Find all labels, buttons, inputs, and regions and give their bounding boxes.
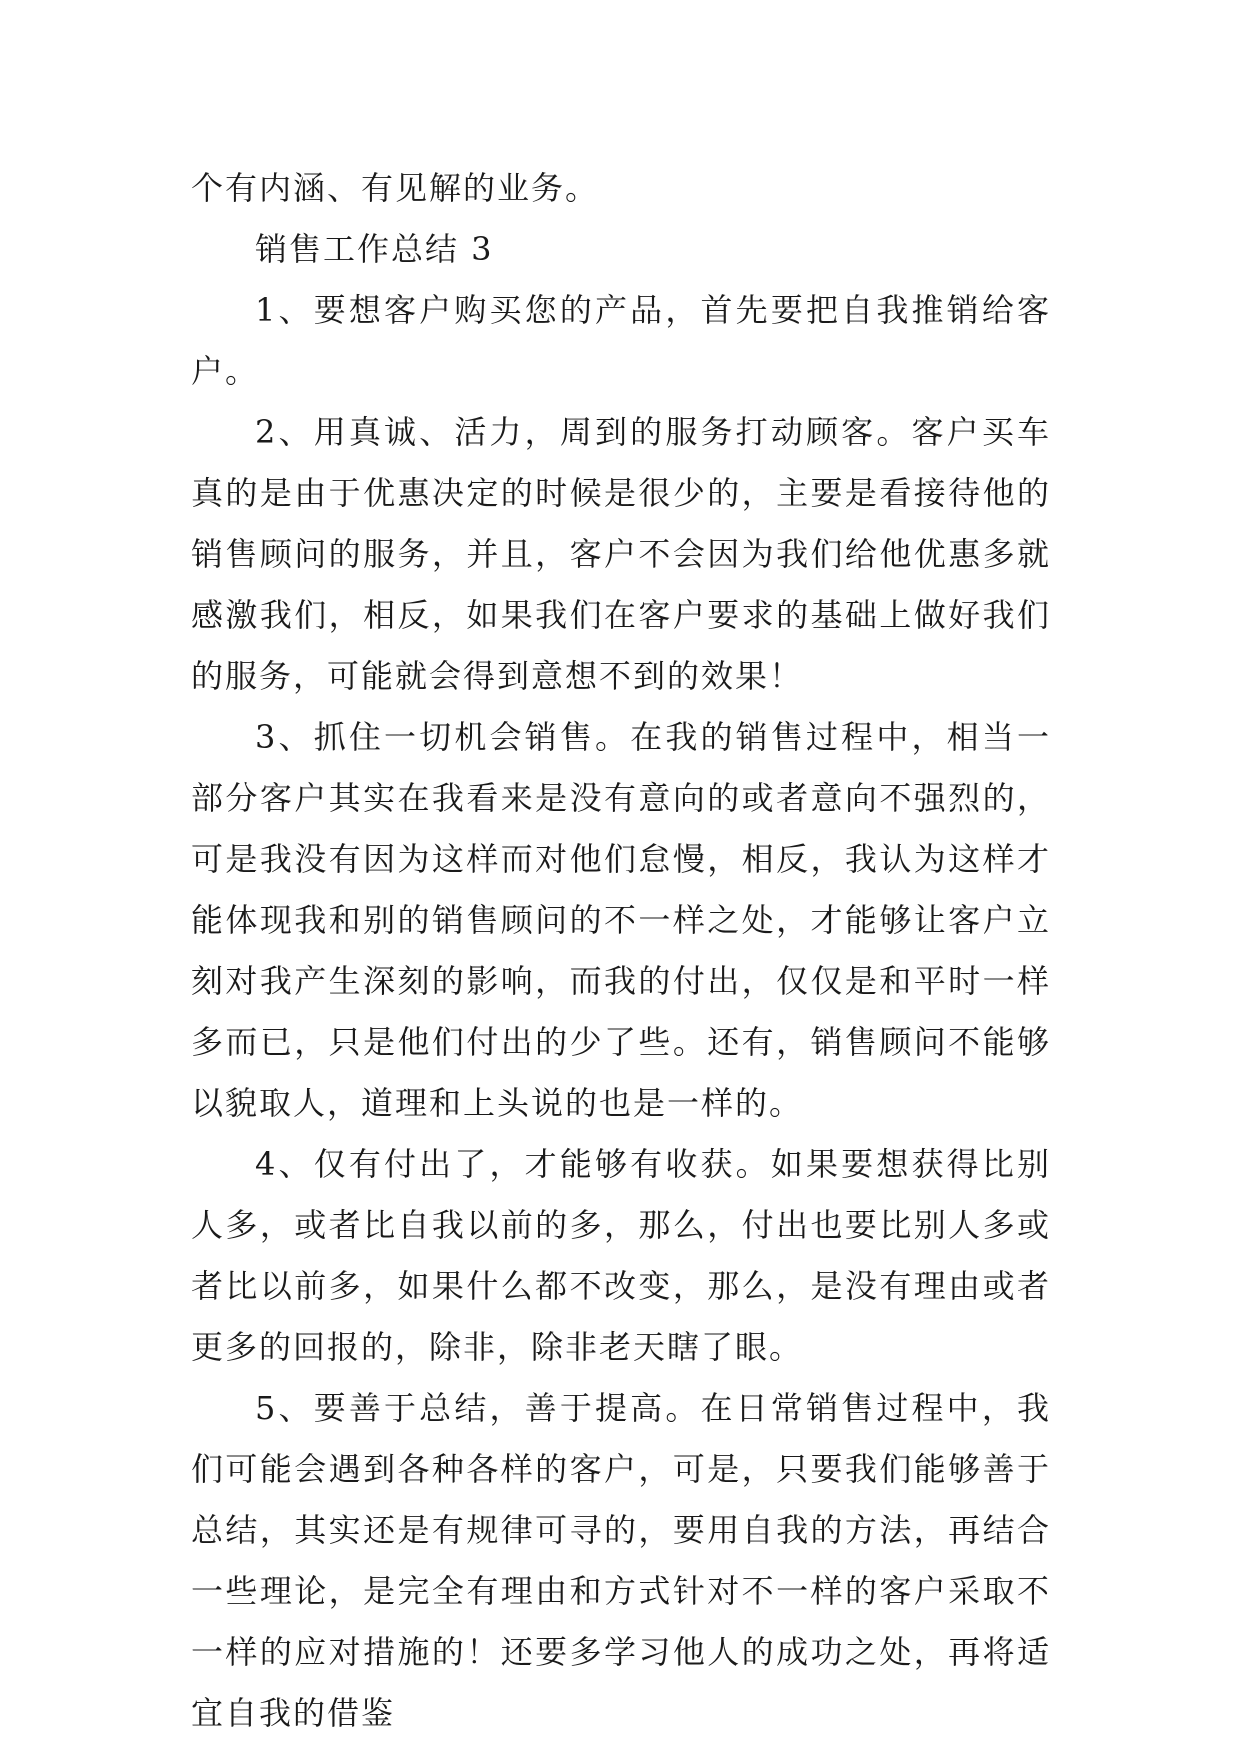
paragraph-continuation: 个有内涵、有见解的业务。 xyxy=(191,169,600,207)
paragraph-4: 4、仅有付出了，才能够有收获。如果要想获得比别人多，或者比自我以前的多，那么，付出也要比别人多或者比以前多，如果什么都不改变，那么，是没有理由或者更多的回报的，除非，除非老天瞎了眼。 xyxy=(191,1145,1051,1366)
section-heading: 销售工作总结 3 xyxy=(255,230,494,268)
document-body xyxy=(191,158,1051,1744)
paragraph-3: 3、抓住一切机会销售。在我的销售过程中，相当一部分客户其实在我看来是没有意向的或者意向不强烈的，可是我没有因为这样而对他们怠慢，相反，我认为这样才能体现我和别的销售顾问的不一样之处，才能够让客户立刻对我产生深刻的影响，而我的付出，仅仅是和平时一样多而已，只是他们付出的少了些。还有，销售顾问不能够以貌取人，道理和上头说的也是一样的。 xyxy=(191,718,1051,1122)
paragraph-1: 1、要想客户购买您的产品，首先要把自我推销给客户。 xyxy=(191,291,1051,390)
paragraph-5: 5、要善于总结，善于提高。在日常销售过程中，我们可能会遇到各种各样的客户，可是，只要我们能够善于总结，其实还是有规律可寻的，要用自我的方法，再结合一些理论，是完全有理由和方式针对不一样的客户采取不一样的应对措施的！还要多学习他人的成功之处，再将适宜自我的借鉴 xyxy=(191,1389,1051,1732)
paragraph-2: 2、用真诚、活力，周到的服务打动顾客。客户买车真的是由于优惠决定的时候是很少的，主要是看接待他的销售顾问的服务，并且，客户不会因为我们给他优惠多就感激我们，相反，如果我们在客户要求的基础上做好我们的服务，可能就会得到意想不到的效果！ xyxy=(191,413,1051,695)
